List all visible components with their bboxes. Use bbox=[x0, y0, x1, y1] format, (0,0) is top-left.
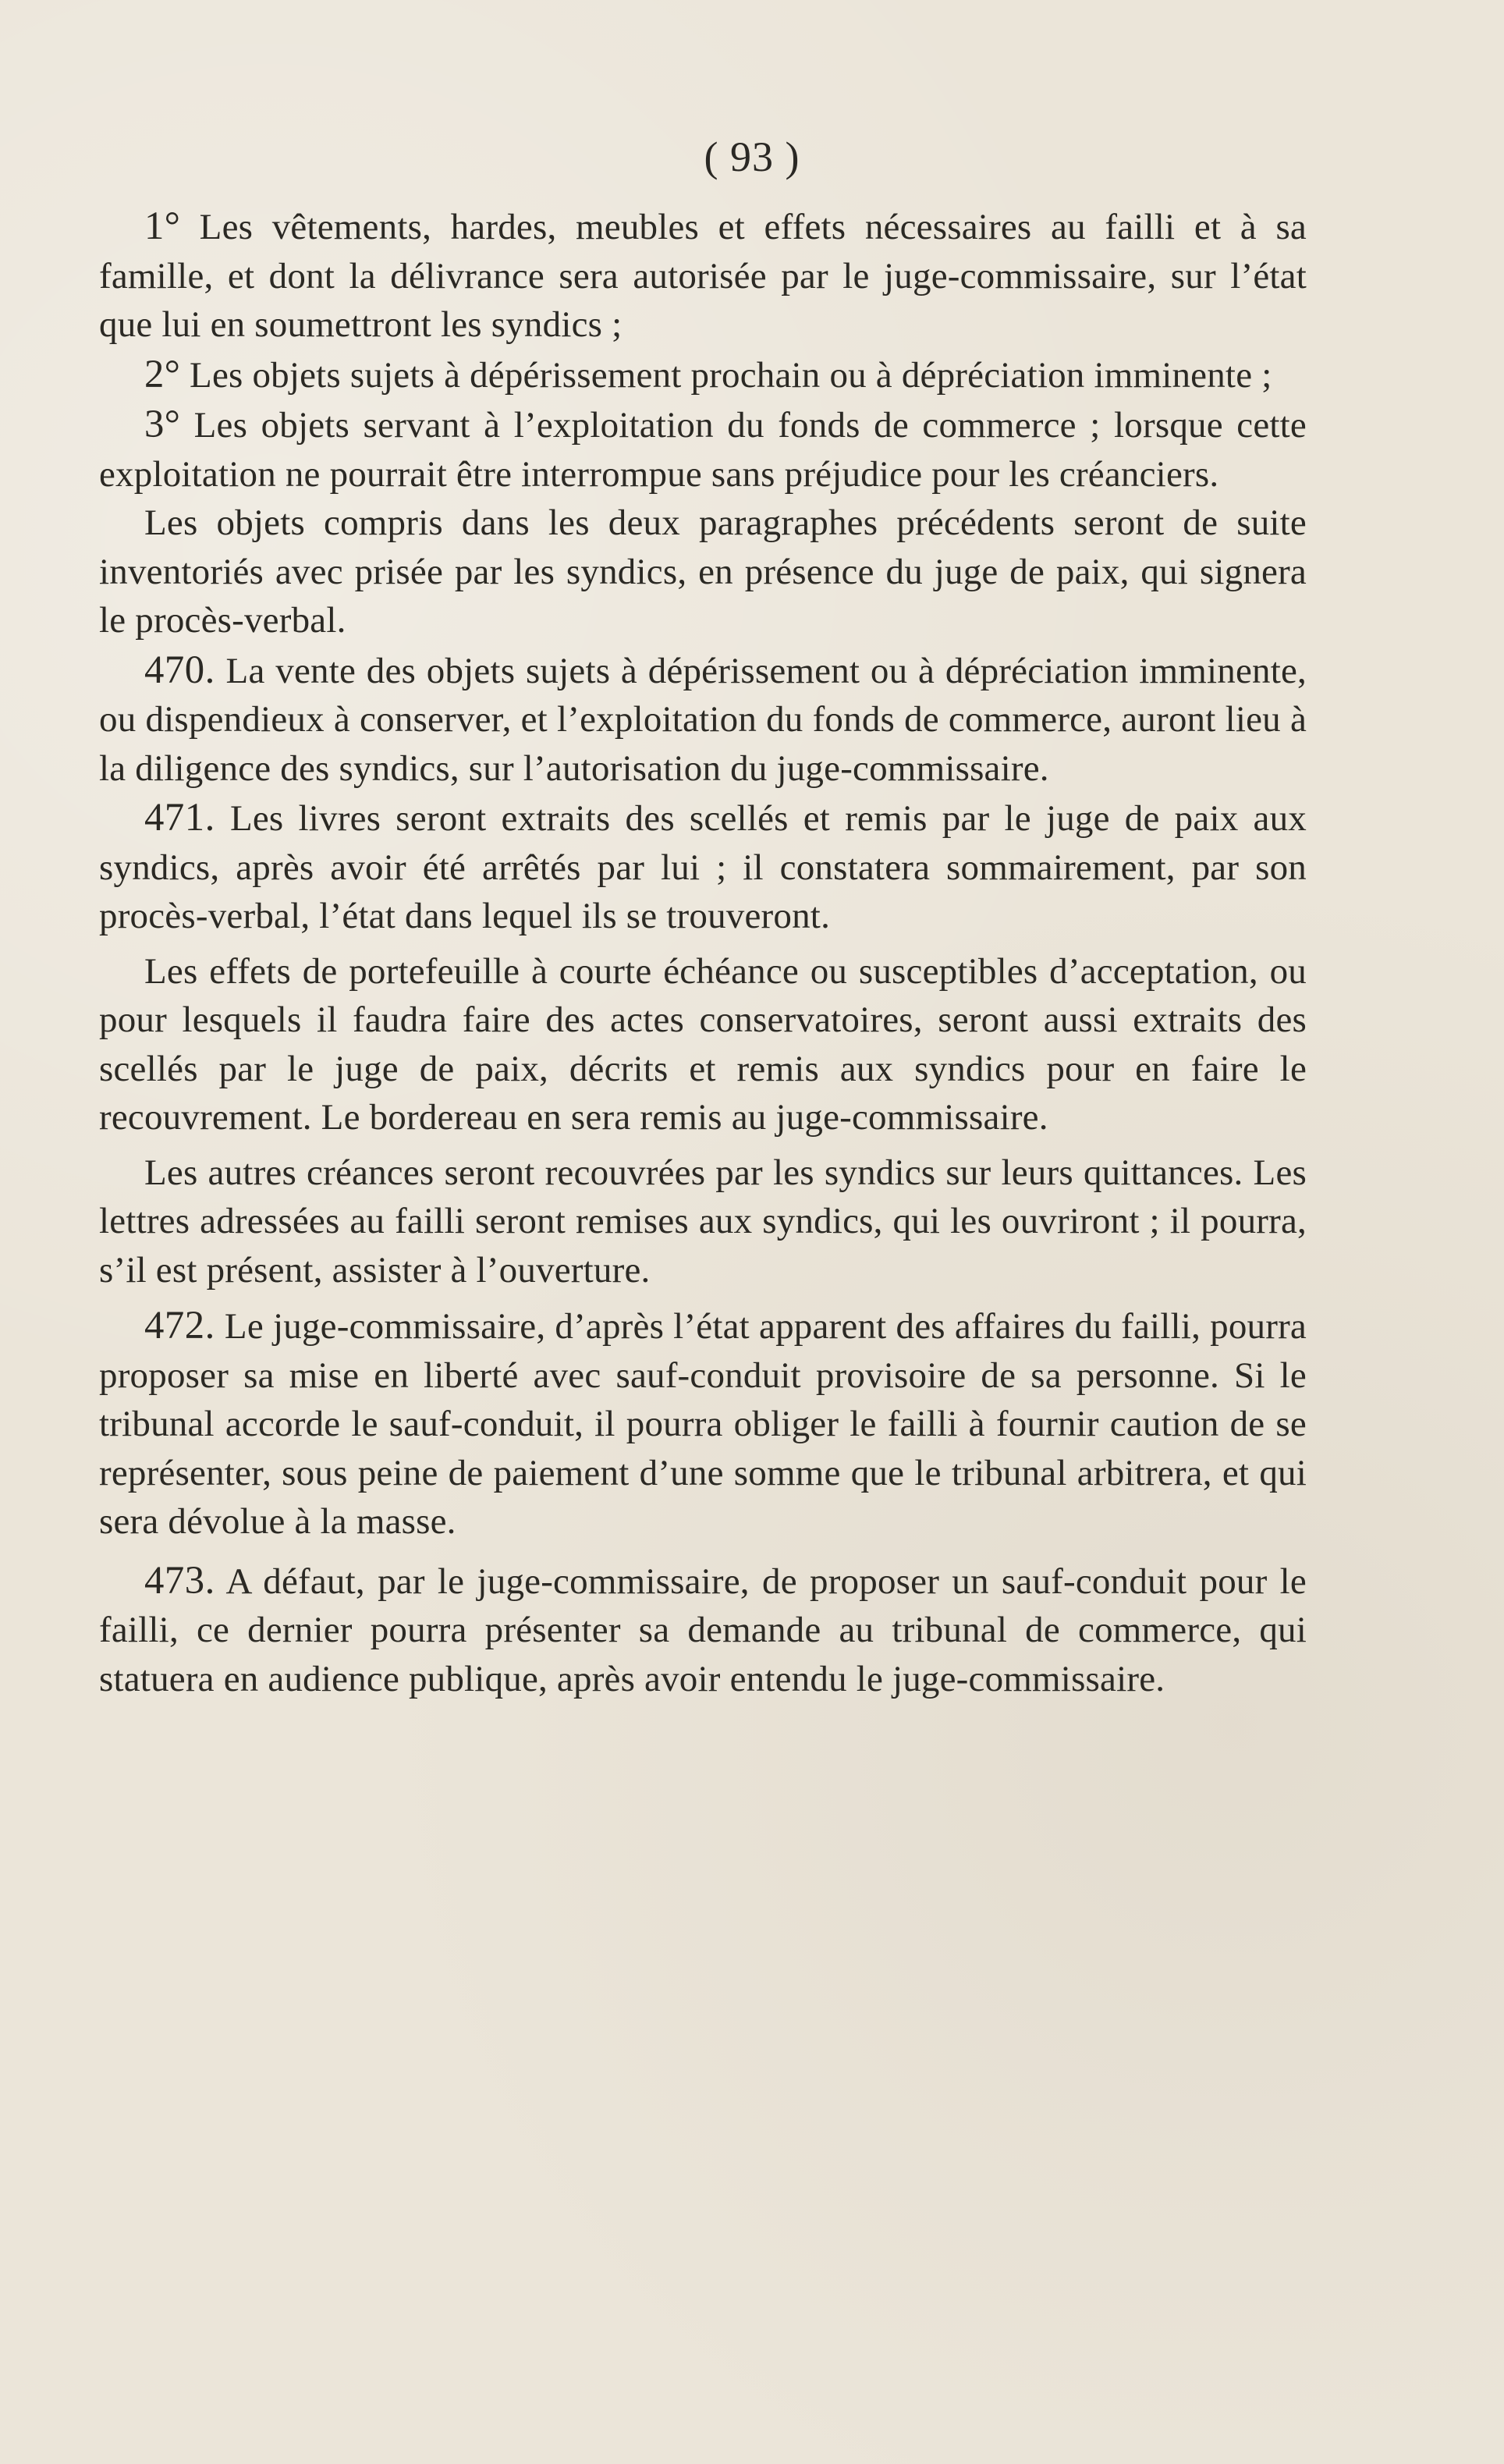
paragraph-3 bbox=[99, 399, 1307, 499]
paragraph-lead-1: 1° bbox=[144, 204, 181, 247]
paragraph-7 bbox=[99, 947, 1307, 1142]
paragraph-text-3: Les objets servant à l’exploitation du fonds de commerce ; lorsque cette exploitation ne pourrait être interrompue sans préjudice pour les créanciers. bbox=[99, 405, 1307, 495]
paragraph-2 bbox=[99, 350, 1307, 400]
paragraph-6 bbox=[99, 793, 1307, 941]
paragraph-9 bbox=[99, 1301, 1307, 1546]
paragraph-1 bbox=[99, 201, 1307, 350]
article-number-473: 473. bbox=[144, 1557, 215, 1602]
paragraph-text-4: Les objets compris dans les deux paragraphes précédents seront de suite inventoriés avec prisée par les syndics, en présence du juge de paix, qui signera le procès-verbal. bbox=[99, 502, 1307, 641]
paragraph-lead-2: 2° bbox=[144, 351, 181, 396]
page-body bbox=[99, 201, 1307, 1703]
paragraph-text-9: Le juge-commissaire, d’après l’état apparent des affaires du failli, pourra proposer sa mise en liberté avec sauf-conduit provisoire de sa personne. Si le tribunal accorde le sauf-conduit, il pourra obliger le failli à fournir caution de se représenter, sous peine de paiement d’une somme que le tribunal arbitrera, et qui sera dévolue à la masse. bbox=[99, 1306, 1307, 1542]
paragraph-text-5: La vente des objets sujets à dépérissement ou à dépréciation imminente, ou dispendieux à conserver, et l’exploitation du fonds de commerce, auront lieu à la diligence des syndics, sur l’autorisation du juge-commissaire. bbox=[99, 650, 1307, 789]
article-number-472: 472. bbox=[144, 1303, 215, 1347]
paragraph-4 bbox=[99, 499, 1307, 645]
paragraph-text-1: Les vêtements, hardes, meubles et effets nécessaires au failli et à sa famille, et dont la délivrance sera autorisée par le juge-commissaire, sur l’état que lui en soumettront les syndics ; bbox=[99, 207, 1307, 345]
paragraph-5 bbox=[99, 645, 1307, 794]
paragraph-8 bbox=[99, 1149, 1307, 1295]
paragraph-text-7: Les effets de portefeuille à courte échéance ou susceptibles d’acceptation, ou pour lesquels il faudra faire des actes conservatoires, seront aussi extraits des scellés par le juge de paix, décrits et remis aux syndics pour en faire le recouvrement. Le bordereau en sera remis au juge-commissaire. bbox=[99, 950, 1307, 1138]
paragraph-10 bbox=[99, 1556, 1307, 1704]
page-number: ( 93 ) bbox=[704, 133, 800, 180]
paragraph-lead-3: 3° bbox=[144, 402, 181, 446]
paragraph-text-2: Les objets sujets à dépérissement prochain ou à dépréciation imminente ; bbox=[190, 354, 1272, 396]
article-number-471: 471. bbox=[144, 795, 215, 839]
article-number-470: 470. bbox=[144, 647, 215, 691]
paragraph-text-6: Les livres seront extraits des scellés et remis par le juge de paix aux syndics, après avoir été arrêtés par lui ; il constatera sommairement, par son procès-verbal, l’état dans lequel ils se trouveront. bbox=[99, 798, 1307, 936]
paragraph-text-8: Les autres créances seront recouvrées par les syndics sur leurs quittances. Les lettres adressées au failli seront remises aux syndics, qui les ouvriront ; il pourra, s’il est présent, assister à l’ouverture. bbox=[99, 1152, 1307, 1291]
paragraph-text-10: A défaut, par le juge-commissaire, de proposer un sauf-conduit pour le failli, ce dernier pourra présenter sa demande au tribunal de commerce, qui statuera en audience publique, après avoir entendu le juge-commissaire. bbox=[99, 1560, 1307, 1699]
